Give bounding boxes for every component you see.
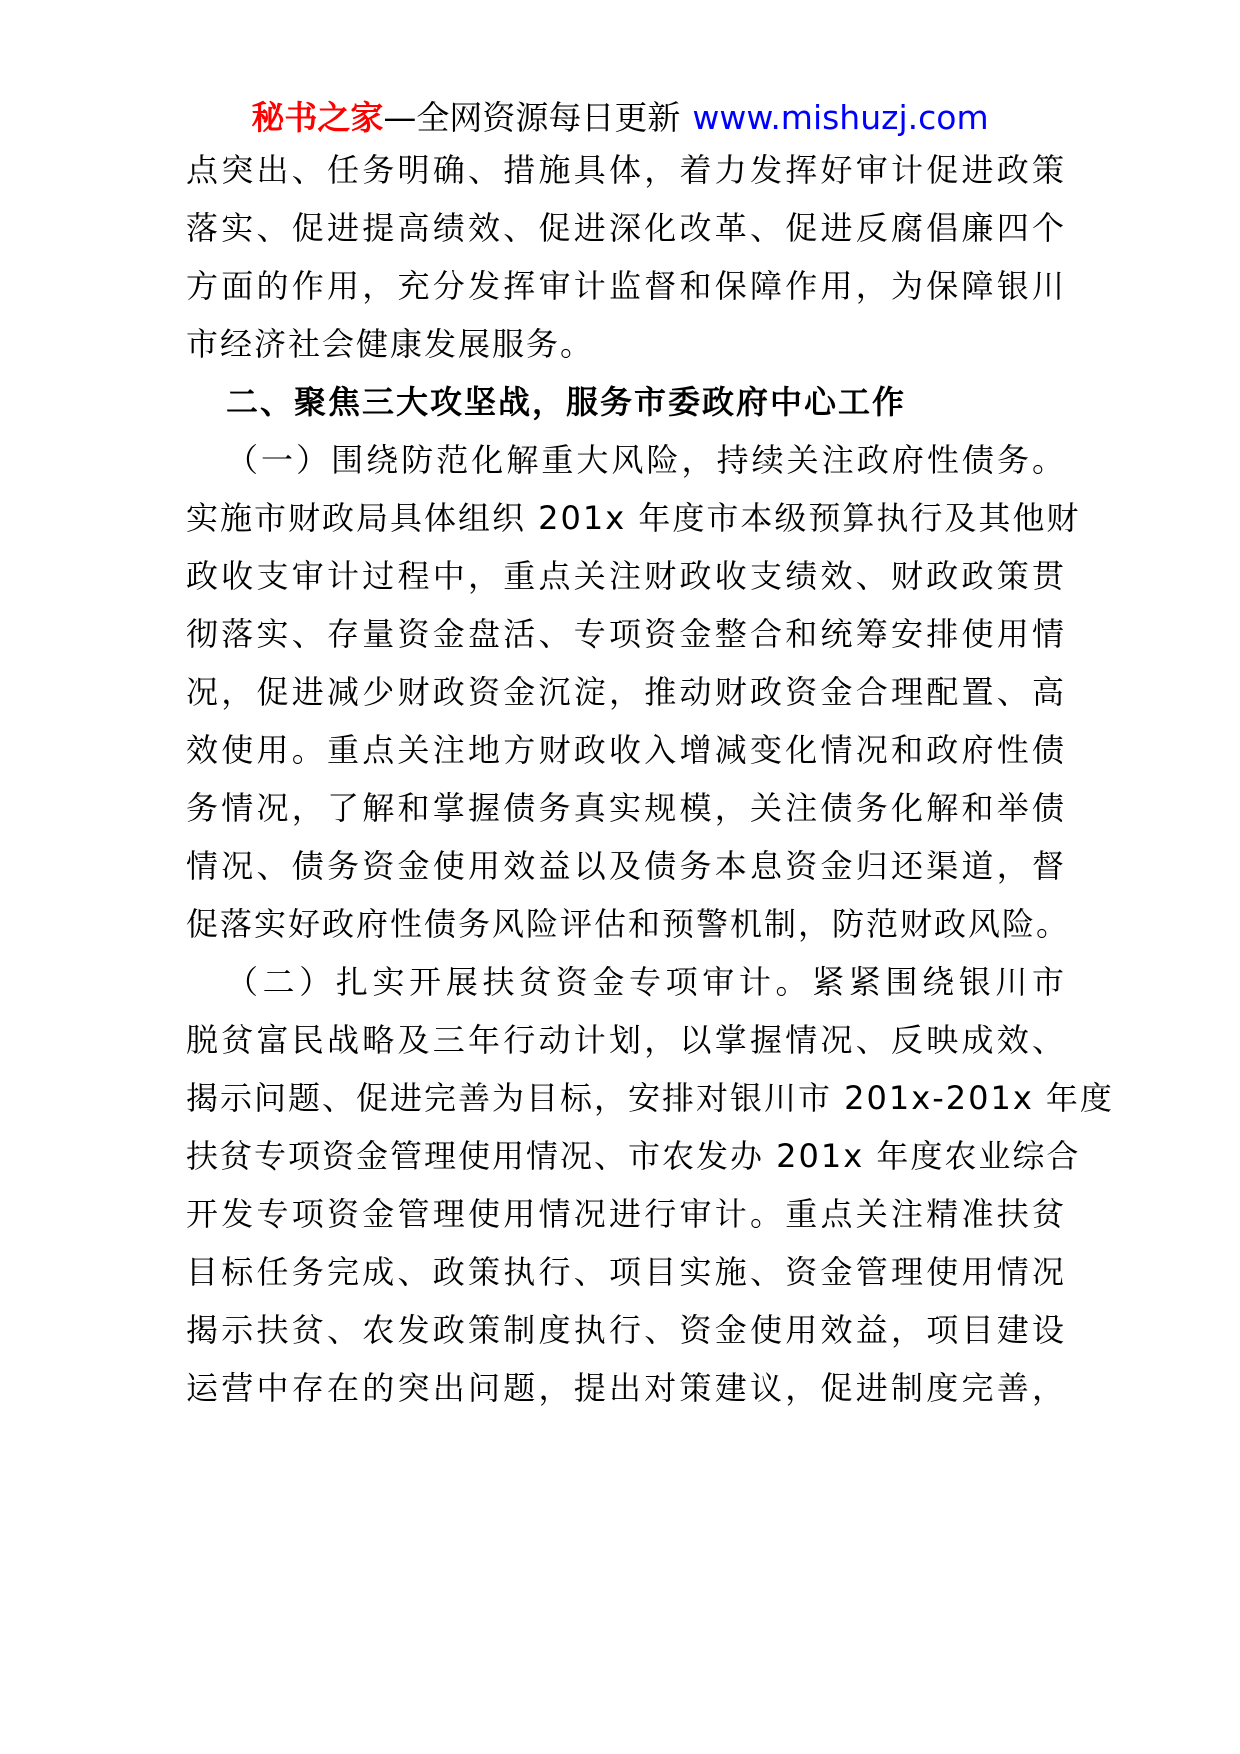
page-header bbox=[0, 96, 1240, 140]
paragraph-line: 彻落实、存量资金盘活、专项资金整合和统筹安排使用情 bbox=[186, 615, 1066, 653]
paragraph-line: 扶贫专项资金管理使用情况、市农发办 201x 年度农业综合 bbox=[186, 1137, 1081, 1175]
paragraph-line: 情况、债务资金使用效益以及债务本息资金归还渠道，督 bbox=[186, 847, 1066, 885]
paragraph-line: 运营中存在的突出问题，提出对策建议，促进制度完善， bbox=[186, 1369, 1066, 1407]
header-tagline: —全网资源每日更新 bbox=[383, 98, 681, 137]
paragraph-line: 点突出、任务明确、措施具体，着力发挥好审计促进政策 bbox=[186, 151, 1066, 189]
paragraph-line: 务情况，了解和掌握债务真实规模，关注债务化解和举债 bbox=[186, 789, 1066, 827]
paragraph-line: 目标任务完成、政策执行、项目实施、资金管理使用情况 bbox=[186, 1253, 1066, 1291]
paragraph-line: 方面的作用，充分发挥审计监督和保障作用，为保障银川 bbox=[186, 267, 1066, 305]
paragraph-line: 脱贫富民战略及三年行动计划，以掌握情况、反映成效、 bbox=[186, 1021, 1066, 1059]
paragraph-line: 开发专项资金管理使用情况进行审计。重点关注精准扶贫 bbox=[186, 1195, 1066, 1233]
paragraph-line: 揭示扶贫、农发政策制度执行、资金使用效益，项目建设 bbox=[186, 1311, 1066, 1349]
paragraph-line: 揭示问题、促进完善为目标，安排对银川市 201x-201x 年度 bbox=[186, 1079, 1114, 1117]
paragraph-line: 促落实好政府性债务风险评估和预警机制，防范财政风险。 bbox=[186, 905, 1071, 943]
paragraph-line: （二）扎实开展扶贫资金专项审计。紧紧围绕银川市 bbox=[226, 963, 1066, 1001]
paragraph-line: 政收支审计过程中，重点关注财政收支绩效、财政政策贯 bbox=[186, 557, 1066, 595]
paragraph-line: 效使用。重点关注地方财政收入增减变化情况和政府性债 bbox=[186, 731, 1066, 769]
paragraph-line: 实施市财政局具体组织 201x 年度市本级预算执行及其他财 bbox=[186, 499, 1081, 537]
paragraph-line: 落实、促进提高绩效、促进深化改革、促进反腐倡廉四个 bbox=[186, 209, 1066, 247]
section-heading: 二、聚焦三大攻坚战，服务市委政府中心工作 bbox=[226, 383, 907, 421]
paragraph-line: 况，促进减少财政资金沉淀，推动财政资金合理配置、高 bbox=[186, 673, 1066, 711]
paragraph-line: 市经济社会健康发展服务。 bbox=[186, 325, 595, 363]
paragraph-line: （一）围绕防范化解重大风险，持续关注政府性债务。 bbox=[226, 441, 1066, 479]
website-link[interactable]: www.mishuzj.com bbox=[692, 98, 989, 137]
brand-name: 秘书之家 bbox=[251, 98, 384, 137]
